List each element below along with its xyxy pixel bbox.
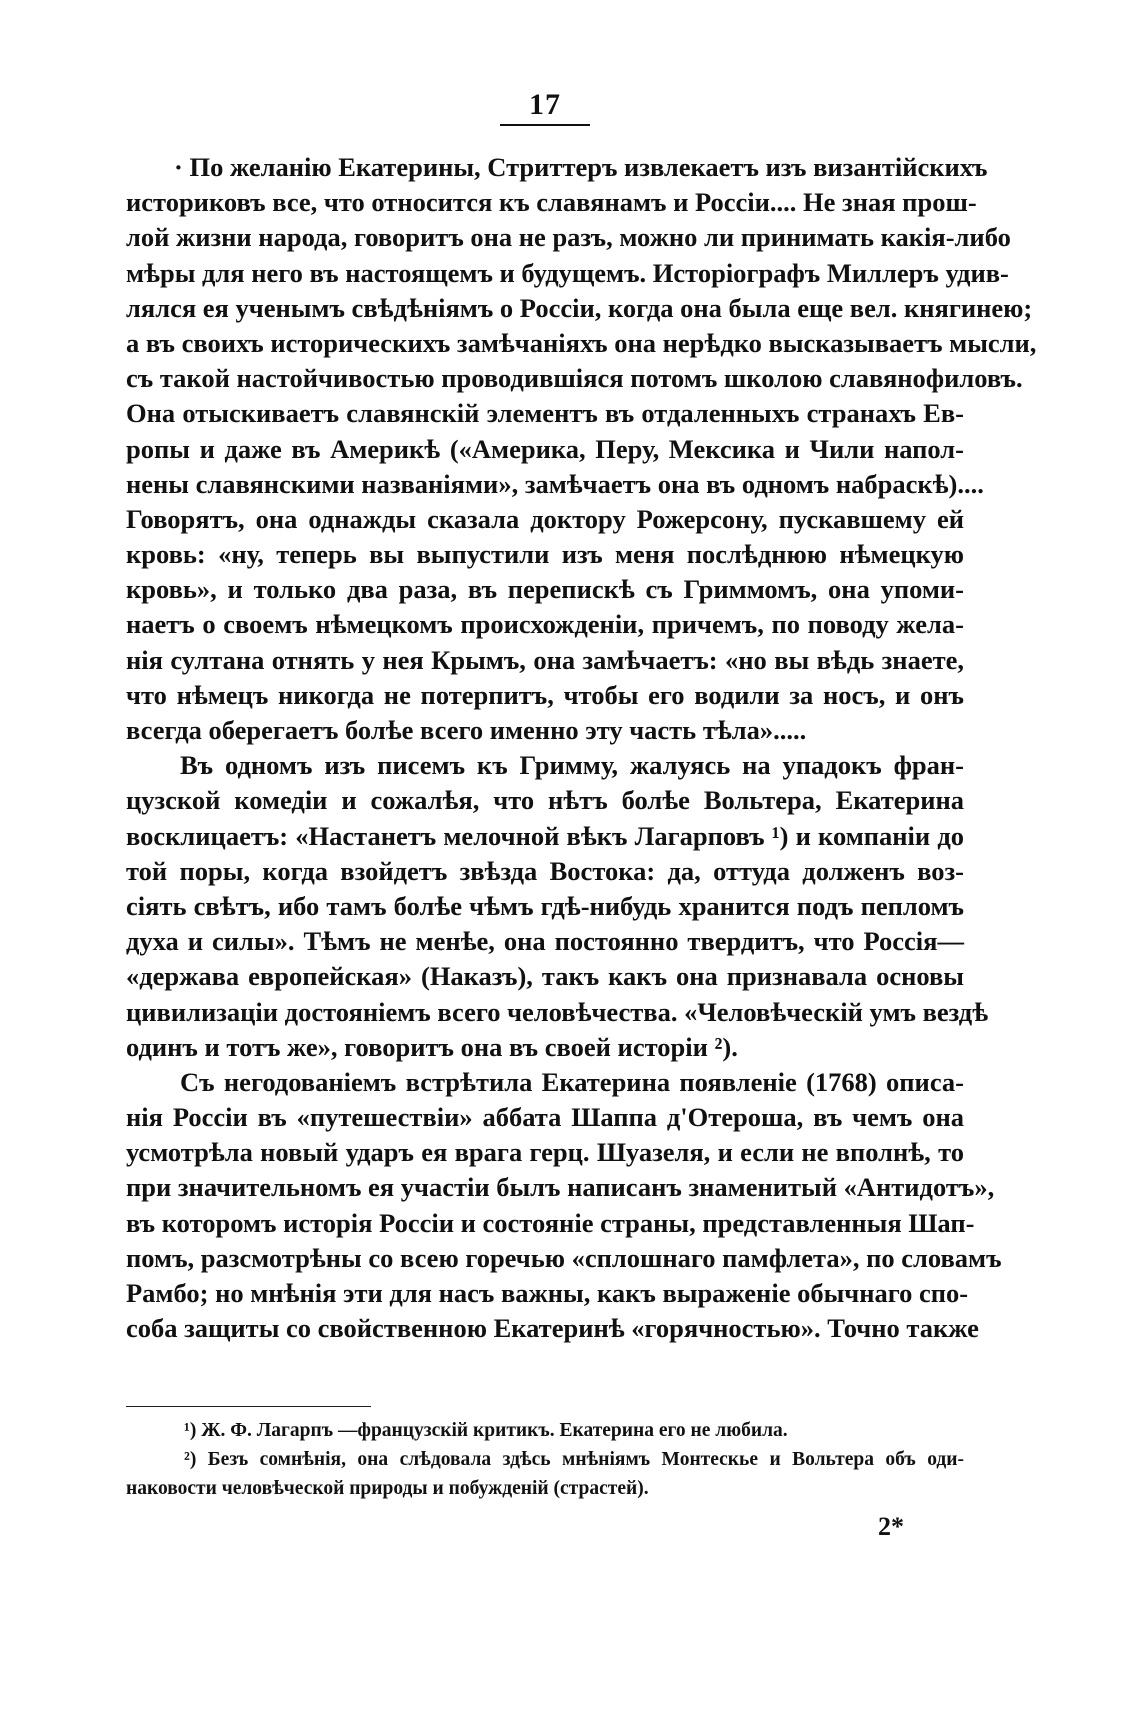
footnote-1: ¹) Ж. Ф. Лагарпъ —французскій критикъ. Екатерина его не любила. xyxy=(184,1420,788,1441)
text-line: восклицаетъ: «Настанетъ мелочной вѣкъ Лагарповъ ¹) и компаніи до xyxy=(126,820,964,851)
text-line: той поры, когда взойдетъ звѣзда Востока: да, оттуда долженъ воз- xyxy=(126,855,964,886)
text-line: Рамбо; но мнѣнія эти для насъ важны, какъ выраженіе обычнаго спо- xyxy=(126,1278,969,1308)
text-line: «держава европейская» (Наказъ), такъ какъ она признавала основы xyxy=(126,961,964,992)
text-line: усмотрѣла новый ударъ ея врага герц. Шуазеля, и если не вполнѣ, то xyxy=(126,1137,964,1168)
signature-mark: 2* xyxy=(878,1512,904,1541)
text-line: всегда оберегаетъ болѣе всего именно эту часть тѣла»..... xyxy=(126,715,807,745)
text-line: ропы и даже въ Америкѣ («Америка, Перу, Мексика и Чили напол- xyxy=(126,433,964,464)
text-line: мѣры для него въ настоящемъ и будущемъ. Исторіографъ Миллеръ удив- xyxy=(126,257,1009,288)
text-line: Говорятъ, она однажды сказала доктору Рожерсону, пускавшему ей xyxy=(126,503,964,534)
text-line: въ которомъ исторія Россіи и состояніе страны, представленныя Шап- xyxy=(126,1207,975,1238)
text-line: Въ одномъ изъ писемъ къ Гримму, жалуясь на упадокъ фран- xyxy=(180,750,964,781)
text-line: лой жизни народа, говоритъ она не разъ, можно ли принимать какія-либо xyxy=(126,222,1011,253)
text-line: съ такой настойчивостью проводившіяся потомъ школою славянофиловъ. xyxy=(126,363,1023,394)
main-text xyxy=(126,150,1037,1346)
text-line: а въ своихъ историческихъ замѣчаніяхъ она нерѣдко высказываетъ мысли, xyxy=(126,327,1037,358)
paragraph xyxy=(126,748,989,1065)
footnote-separator xyxy=(126,1406,371,1407)
text-line: Она отыскиваетъ славянскій элементъ въ отдаленныхъ странахъ Ев- xyxy=(126,398,964,429)
text-line: духа и силы». Тѣмъ не менѣе, она постоянно твердитъ, что Россія— xyxy=(126,926,964,957)
text-line: кровь», и только два раза, въ перепискѣ съ Гриммомъ, она упоми- xyxy=(126,574,964,605)
paragraph xyxy=(126,1065,1002,1347)
text-line: помъ, разсмотрѣны со всею горечью «сплошнаго памфлета», по словамъ xyxy=(126,1242,1002,1273)
text-line: цузской комедіи и сожалѣя, что нѣтъ болѣе Вольтера, Екатерина xyxy=(126,785,964,816)
text-line: лялся ея ученымъ свѣдѣніямъ о Россіи, когда она была еще вел. княгинею; xyxy=(126,292,1033,323)
text-line: нены славянскими названіями», замѣчаетъ она въ одномъ набраскѣ).... xyxy=(126,468,984,499)
text-line: соба защиты со свойственною Екатеринѣ «горячностью». Точно также xyxy=(126,1313,979,1344)
page-number: 17 xyxy=(500,88,590,126)
footnote-2: ²) Безъ сомнѣнія, она слѣдовала здѣсь мнѣніямъ Монтескье и Вольтера объ оди- xyxy=(184,1449,964,1470)
text-line: · По желанію Екатерины, Стриттеръ извлекаетъ изъ византійскихъ xyxy=(174,152,988,182)
text-line: цивилизаціи достояніемъ всего человѣчества. «Человѣческій умъ вездѣ xyxy=(126,996,989,1027)
footnotes xyxy=(126,1416,964,1503)
footnote-2-continuation: наковости человѣческой природы и побужденій (страстей). xyxy=(126,1478,649,1499)
paragraph xyxy=(126,150,1037,748)
text-line: нія султана отнять у нея Крымъ, она замѣчаетъ: «но вы вѣдь знаете, xyxy=(126,644,964,675)
text-line: одинъ и тотъ же», говоритъ она въ своей исторіи ²). xyxy=(126,1031,738,1062)
text-line: кровь: «ну, теперь вы выпустили изъ меня послѣднюю нѣмецкую xyxy=(126,539,964,570)
text-line: Съ негодованіемъ встрѣтила Екатерина появленіе (1768) описа- xyxy=(180,1066,964,1097)
text-line: нія Россіи въ «путешествіи» аббата Шаппа д'Отероша, въ чемъ она xyxy=(126,1102,964,1133)
text-line: сіять свѣтъ, ибо тамъ болѣе чѣмъ гдѣ-нибудь хранится подъ пепломъ xyxy=(126,890,964,921)
text-line: что нѣмецъ никогда не потерпитъ, чтобы его водили за носъ, и онъ xyxy=(126,679,964,710)
text-line: историковъ все, что относится къ славянамъ и Россіи.... Не зная прош- xyxy=(126,187,977,218)
text-line: при значительномъ ея участіи былъ написанъ знаменитый «Антидотъ», xyxy=(126,1172,995,1203)
text-line: наетъ о своемъ нѣмецкомъ происхожденіи, причемъ, по поводу жела- xyxy=(126,609,964,640)
